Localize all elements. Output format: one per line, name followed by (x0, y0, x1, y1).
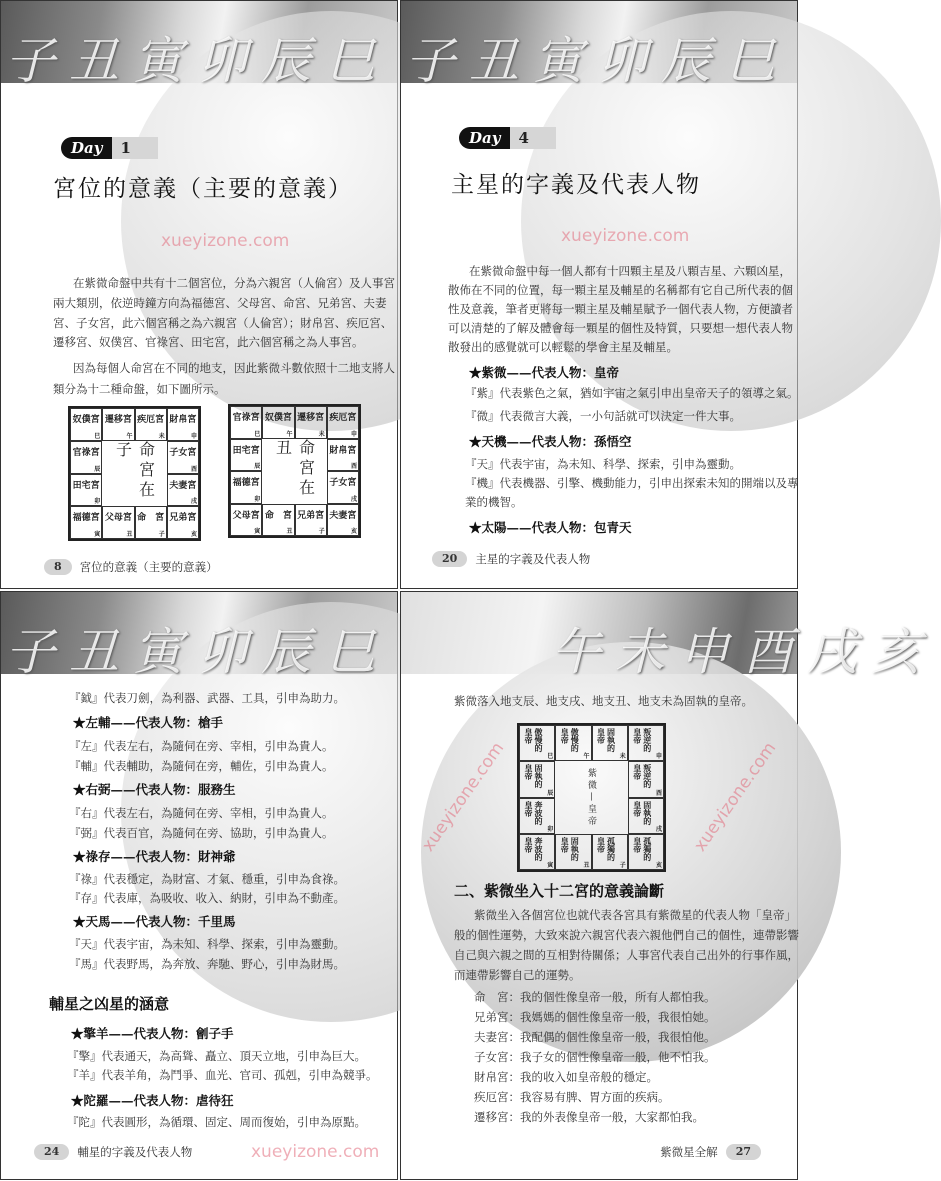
star-heading: ★右弼——代表人物：服務生 (73, 782, 236, 797)
page-number: 8 (44, 559, 72, 575)
palace-label: 遷移宮 (104, 415, 132, 425)
star-heading: ★天馬——代表人物：千里馬 (73, 914, 236, 929)
earthly-branch: 未 (318, 430, 325, 438)
palace-label: 田宅宮 (232, 445, 260, 456)
earthly-branch: 巳 (547, 753, 554, 761)
palace-line: 夫妻宮：我配偶的個性像皇帝一般，我很怕他。 (474, 1030, 716, 1044)
page-number: 20 (432, 551, 467, 567)
palace-cell (327, 439, 359, 472)
palace-label: 疾厄宮 (329, 413, 357, 423)
star-heading: ★太陽——代表人物：包青天 (469, 520, 632, 535)
palace-label: 兄弟宮 (297, 510, 325, 521)
palace-cell (230, 471, 262, 504)
day-number: 1 (112, 137, 158, 159)
earthly-branch: 未 (619, 753, 626, 761)
palace-label: 固執的皇帝 (524, 764, 544, 789)
destiny-chart-chou (228, 404, 361, 538)
section-heading: 二、紫微坐入十二宮的意義論斷 (454, 882, 665, 900)
palace-label: 固執的皇帝 (632, 800, 653, 825)
palace-cell (167, 441, 199, 474)
palace-cell (102, 408, 134, 441)
palace-cell (102, 506, 134, 539)
paragraph-line: 在紫微命盤中每一個人都有十四顆主星及八顆吉星、六顆凶星， (469, 264, 791, 278)
earthly-branch: 寅 (94, 531, 101, 538)
paragraph-line: 在紫微命盤中共有十二個宮位，分為六親宮（人倫宮）及人事宮 (73, 276, 395, 290)
earthly-branch: 丑 (286, 528, 293, 535)
paragraph-line: 自己與六親之間的互相對待關係；人事宮代表自己出外的行事作風， (454, 948, 799, 962)
earthly-branch: 酉 (350, 463, 357, 470)
star-line: 『輔』代表輔助，為隨伺在旁，輔佐，引申為貴人。 (69, 759, 334, 773)
palace-label: 田宅宮 (72, 480, 100, 491)
watermark: xueyizone.com (251, 1142, 380, 1162)
star-line: 『左』代表左右，為隨伺在旁、宰相，引申為貴人。 (69, 739, 334, 753)
section-heading: 輔星之凶星的涵意 (49, 995, 170, 1013)
palace-label: 福德宮 (232, 478, 260, 488)
palace-line: 疾厄宮：我容易有脾、胃方面的疾病。 (474, 1090, 670, 1104)
earthly-branch: 申 (655, 753, 662, 761)
palace-label: 夫妻宮 (329, 510, 357, 521)
star-line: 『存』代表庫，為吸收、收入、納財，引申為不動產。 (69, 891, 345, 905)
earthly-branch: 亥 (350, 528, 357, 535)
palace-cell (295, 406, 327, 439)
intro-line: 紫微落入地支辰、地支戌、地支丑、地支未為固執的皇帝。 (454, 694, 753, 708)
footer-title: 輔星的字義及代表人物 (77, 1145, 193, 1159)
banner-lettering: 子丑寅卯辰巳 (405, 32, 789, 90)
earthly-branch: 寅 (547, 862, 554, 869)
earthly-branch: 丑 (583, 862, 590, 869)
star-heading: ★祿存——代表人物：財神爺 (73, 849, 236, 864)
day-number: 4 (510, 127, 556, 149)
star-line: 『機』代表機器、引擎、機動能力，引申出探索未知的開端以及專 (465, 476, 799, 490)
palace-cell (327, 471, 359, 504)
palace-label: 兄弟宮 (169, 513, 197, 524)
palace-line: 兄弟宮：我媽媽的個性像皇帝一般，我很怕她。 (474, 1010, 716, 1024)
palace-cell (167, 408, 199, 441)
palace-cell (555, 834, 591, 870)
star-line: 『鉞』代表刀劍，為利器、武器、工具，引申為助力。 (69, 691, 345, 705)
palace-label: 子女宮 (329, 478, 357, 488)
star-line: 業的機智。 (465, 495, 523, 509)
banner-lettering: 午未申酉戌亥 (551, 623, 935, 681)
palace-cell (295, 504, 327, 537)
paragraph-line: 般的個性運勢，大致來說六親宮代表六親他們自己的個性，連帶影響 (454, 928, 799, 942)
earthly-branch: 卯 (547, 825, 554, 833)
paragraph-line: 散發出的感覺就可以輕鬆的學會主星及輔星。 (448, 340, 678, 354)
paragraph-line: 性及意義，筆者更將每一顆主星及輔星賦予一個代表人物，方便讀者 (448, 302, 793, 316)
star-line: 『天』代表宇宙，為未知、科學、探索，引申為靈動。 (69, 937, 345, 951)
book-page-8 (0, 0, 398, 589)
palace-cell (70, 474, 102, 507)
paragraph-line: 因為每個人命宮在不同的地支，因此紫微斗數依照十二地支將人 (73, 361, 395, 375)
palace-label: 父母宮 (104, 513, 132, 524)
banner-lettering: 子丑寅卯辰巳 (5, 623, 389, 681)
star-line: 『右』代表左右，為隨伺在旁、宰相，引申為貴人。 (69, 806, 334, 820)
day-badge (459, 127, 556, 149)
earthly-branch: 辰 (254, 463, 261, 470)
day-label: Day (61, 137, 112, 159)
paragraph-line: 類分為十二種命盤，如下圖所示。 (53, 382, 226, 396)
palace-cell (230, 406, 262, 439)
earthly-branch: 巳 (254, 430, 261, 438)
palace-cell (70, 441, 102, 474)
earthly-branch: 戌 (350, 495, 357, 503)
earthly-branch: 申 (190, 432, 197, 440)
earthly-branch: 卯 (254, 495, 261, 503)
palace-label: 傲慢的皇帝 (524, 728, 544, 752)
star-heading: ★紫微——代表人物：皇帝 (469, 365, 620, 380)
palace-cell (628, 798, 664, 834)
star-line: 『陀』代表圓形，為循環、固定、周而復始，引申為原點。 (67, 1115, 366, 1129)
palace-label: 疾厄宮 (137, 415, 165, 425)
watermark: xueyizone.com (161, 231, 290, 251)
palace-cell (592, 834, 628, 870)
chart-center-label: 命宮在子 (113, 440, 156, 501)
palace-cell (262, 504, 294, 537)
palace-line: 命 宮：我的個性像皇帝一般，所有人都怕我。 (474, 990, 716, 1004)
star-heading: ★左輔——代表人物：槍手 (73, 715, 224, 730)
star-line: 『羊』代表羊角，為鬥爭、血光、官司、孤剋，引申為競爭。 (67, 1068, 378, 1082)
earthly-branch: 未 (158, 432, 165, 440)
earthly-branch: 辰 (547, 789, 554, 797)
earthly-branch: 申 (350, 430, 357, 438)
palace-cell (327, 406, 359, 439)
page-title: 宮位的意義（主要的意義） (53, 176, 353, 202)
page-title: 主星的字義及代表人物 (451, 172, 701, 198)
header-banner (1, 1, 397, 90)
palace-line: 子女宮：我子女的個性像皇帝一般，他不怕我。 (474, 1050, 716, 1064)
palace-cell (628, 725, 664, 761)
palace-label: 夫妻宮 (169, 480, 197, 491)
earthly-branch: 亥 (655, 862, 662, 869)
watermark: xueyizone.com (561, 226, 690, 246)
palace-label: 命 宮 (137, 513, 165, 524)
palace-label: 固執的皇帝 (596, 728, 617, 752)
star-heading: ★擎羊——代表人物：劊子手 (71, 1026, 234, 1041)
earthly-branch: 巳 (94, 432, 101, 440)
watermark: xueyizone.com (418, 738, 509, 856)
star-line: 『擎』代表通天，為高聳、矗立、頂天立地，引申為巨大。 (67, 1049, 366, 1063)
palace-cell (628, 761, 664, 797)
palace-label: 財帛宮 (169, 415, 197, 425)
footer-title: 紫微星全解 (660, 1145, 718, 1159)
star-line: 『天』代表宇宙，為未知、科學、探索，引申為靈動。 (465, 457, 741, 471)
palace-cell (519, 725, 555, 761)
earthly-branch: 亥 (190, 531, 197, 538)
page-number: 27 (726, 1144, 761, 1160)
palace-cell (135, 506, 167, 539)
ziwei-emperor-chart (517, 723, 666, 872)
palace-label: 孤獨的皇帝 (632, 836, 653, 861)
header-banner (401, 1, 797, 90)
palace-label: 子女宮 (169, 447, 197, 458)
palace-cell (167, 506, 199, 539)
star-line: 『馬』代表野馬，為奔放、奔馳、野心，引申為財馬。 (69, 957, 345, 971)
paragraph-line: 散佈在不同的位置，每一顆主星及輔星的名稱都有它自己所代表的個 (448, 283, 793, 297)
book-page-24 (0, 591, 398, 1180)
palace-label: 財帛宮 (329, 445, 357, 456)
palace-label: 官祿宮 (232, 413, 260, 423)
palace-cell (262, 406, 294, 439)
banner-lettering: 子丑寅卯辰巳 (5, 32, 389, 90)
day-label: Day (459, 127, 510, 149)
palace-label: 奴僕宮 (72, 415, 100, 425)
header-banner (1, 592, 397, 681)
header-banner (401, 592, 935, 681)
footer-title: 主星的字義及代表人物 (475, 552, 591, 566)
palace-cell (628, 834, 664, 870)
star-line: 『祿』代表穩定，為財富、才氣、穩重，引申為食祿。 (69, 872, 345, 886)
palace-label: 叛逆的皇帝 (632, 728, 653, 752)
palace-cell (70, 506, 102, 539)
chart-center-label: 命宮在丑 (273, 438, 316, 499)
palace-label: 官祿宮 (72, 447, 100, 458)
palace-line: 財帛宮：我的收入如皇帝般的穩定。 (474, 1070, 658, 1084)
star-line: 『紫』代表紫色之氣，猶如宇宙之氣引申出皇帝天子的領導之氣。 (465, 386, 799, 400)
palace-label: 固執的皇帝 (560, 836, 581, 861)
footer-title: 宮位的意義（主要的意義） (79, 560, 218, 574)
palace-label: 遷移宮 (297, 413, 325, 423)
palace-cell (230, 504, 262, 537)
page-footer (36, 559, 218, 575)
destiny-chart-zi (68, 406, 201, 541)
page-number: 24 (34, 1144, 69, 1160)
palace-label: 福德宮 (72, 513, 100, 524)
earthly-branch: 卯 (94, 498, 101, 506)
paragraph-line: 兩大類別，依逆時鐘方向為福德宮、父母宮、命宮、兄弟宮、夫妻 (53, 296, 387, 310)
earthly-branch: 寅 (254, 528, 261, 535)
palace-label: 奔波的皇帝 (524, 800, 544, 825)
palace-cell (519, 834, 555, 870)
chart-center-label: 紫微—皇帝 (586, 767, 596, 828)
earthly-branch: 酉 (190, 465, 197, 473)
earthly-branch: 子 (318, 528, 325, 535)
palace-cell (555, 725, 591, 761)
palace-label: 叛逆的皇帝 (632, 764, 653, 789)
paragraph-line: 宮、子女宮，此六個宮稱之為六親宮（人倫宮）；財帛宮、疾厄宮、 (53, 316, 393, 330)
book-page-20 (400, 0, 798, 589)
palace-cell (519, 761, 555, 797)
earthly-branch: 戌 (190, 498, 197, 506)
palace-cell (327, 504, 359, 537)
palace-label: 奔波的皇帝 (524, 836, 544, 861)
day-badge (61, 137, 158, 159)
star-heading: ★天機——代表人物：孫悟空 (469, 434, 632, 449)
star-line: 『弼』代表百官，為隨伺在旁、協助，引申為貴人。 (69, 826, 334, 840)
paragraph-line: 紫微坐入各個宮位也就代表各宮具有紫微星的代表人物「皇帝」 (474, 908, 796, 922)
palace-label: 命 宮 (264, 510, 292, 521)
page-footer (424, 551, 590, 567)
paragraph-line: 遷移宮、奴僕宮、官祿宮、田宅宮，此六個宮稱之為人事宮。 (53, 335, 364, 349)
book-page-27 (400, 591, 935, 1180)
palace-cell (519, 798, 555, 834)
page-footer (660, 1144, 769, 1160)
star-heading: ★陀羅——代表人物：虐待狂 (71, 1093, 234, 1108)
palace-label: 奴僕宮 (264, 413, 292, 423)
palace-cell (592, 725, 628, 761)
earthly-branch: 子 (619, 862, 626, 869)
palace-label: 傲慢的皇帝 (560, 728, 581, 752)
earthly-branch: 戌 (655, 825, 662, 833)
paragraph-line: 而連帶影響自己的運勢。 (454, 968, 581, 982)
earthly-branch: 午 (583, 753, 590, 761)
palace-cell (167, 474, 199, 507)
palace-line: 遷移宮：我的外表像皇帝一般，大家都怕我。 (474, 1110, 704, 1124)
palace-cell (70, 408, 102, 441)
watermark: xueyizone.com (690, 738, 781, 856)
palace-cell (135, 408, 167, 441)
earthly-branch: 午 (286, 430, 293, 438)
earthly-branch: 子 (158, 531, 165, 538)
earthly-branch: 辰 (94, 465, 101, 473)
earthly-branch: 酉 (655, 789, 662, 797)
page-footer (26, 1144, 192, 1160)
earthly-branch: 丑 (126, 531, 133, 538)
earthly-branch: 午 (126, 432, 133, 440)
palace-cell (230, 439, 262, 472)
paragraph-line: 可以清楚的了解及體會每一顆星的個性及特質，只要想一想代表人物 (448, 321, 793, 335)
star-line: 『微』代表微言大義，一小句話就可以決定一件大事。 (465, 409, 741, 423)
palace-label: 孤獨的皇帝 (596, 836, 617, 861)
palace-label: 父母宮 (232, 510, 260, 521)
